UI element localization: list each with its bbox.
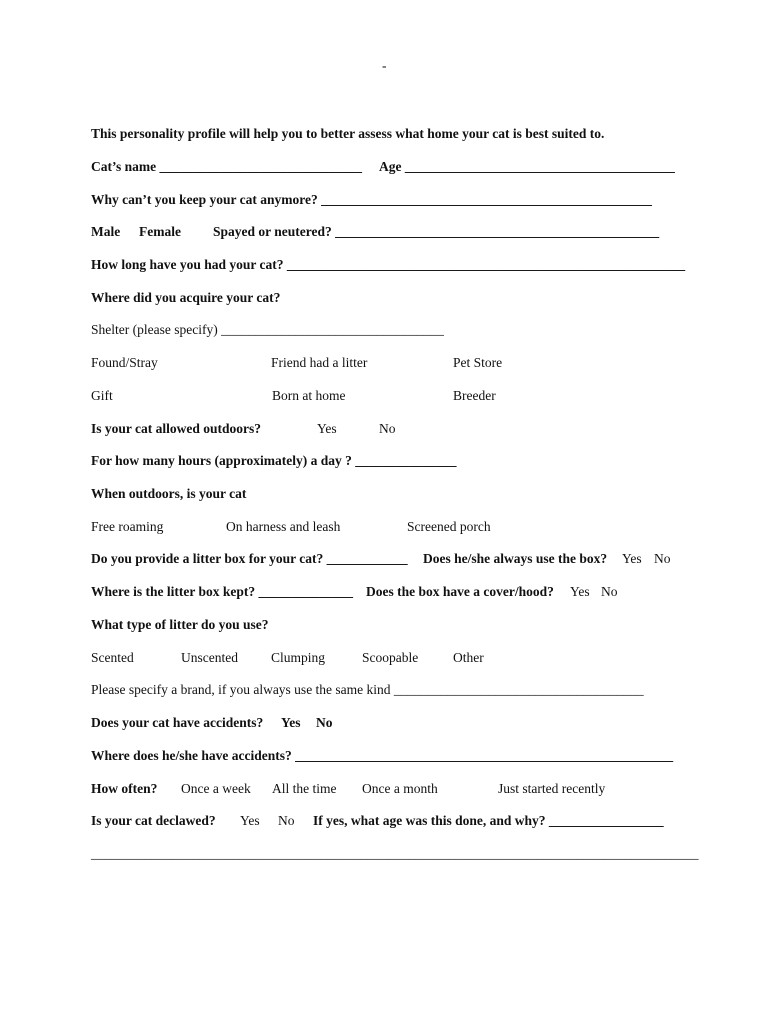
how-long-field[interactable]: How long have you had your cat? ___________________________________________________________: [91, 257, 686, 272]
option-clumping[interactable]: Clumping: [271, 650, 326, 665]
option-gift[interactable]: Gift: [91, 388, 113, 403]
when-outdoors-question: When outdoors, is your cat: [91, 486, 247, 501]
cover-yes[interactable]: Yes: [570, 584, 590, 599]
option-breeder[interactable]: Breeder: [453, 388, 496, 403]
where-accidents-field[interactable]: Where does he/she have accidents? ________________________________________________________: [91, 748, 674, 763]
option-female[interactable]: Female: [139, 224, 181, 239]
intro-text: This personality profile will help you to better assess what home your cat is best suited to.: [91, 126, 605, 141]
option-friend-litter[interactable]: Friend had a litter: [271, 355, 368, 370]
option-screened-porch[interactable]: Screened porch: [407, 519, 491, 534]
hours-field[interactable]: For how many hours (approximately) a day ? _______________: [91, 453, 457, 468]
litter-type-question: What type of litter do you use?: [91, 617, 269, 632]
accidents-question: Does your cat have accidents?: [91, 715, 264, 730]
accidents-yes[interactable]: Yes: [281, 715, 301, 730]
litter-box-field[interactable]: Do you provide a litter box for your cat? ____________: [91, 551, 408, 566]
age-field[interactable]: Age ________________________________________: [379, 159, 675, 174]
option-once-month[interactable]: Once a month: [362, 781, 438, 796]
option-harness-leash[interactable]: On harness and leash: [226, 519, 341, 534]
outdoors-question: Is your cat allowed outdoors?: [91, 421, 262, 436]
outdoors-yes[interactable]: Yes: [317, 421, 337, 436]
box-kept-field[interactable]: Where is the litter box kept? ______________: [91, 584, 353, 599]
how-often-question: How often?: [91, 781, 158, 796]
always-use-no[interactable]: No: [654, 551, 671, 566]
option-all-time[interactable]: All the time: [272, 781, 337, 796]
declawed-why-field[interactable]: If yes, what age was this done, and why? _________________: [313, 813, 664, 828]
option-other[interactable]: Other: [453, 650, 484, 665]
acquire-question: Where did you acquire your cat?: [91, 290, 281, 305]
option-scented[interactable]: Scented: [91, 650, 134, 665]
declawed-yes[interactable]: Yes: [240, 813, 260, 828]
cover-no[interactable]: No: [601, 584, 618, 599]
always-use-yes[interactable]: Yes: [622, 551, 642, 566]
header-mark: -: [382, 58, 387, 73]
option-born-home[interactable]: Born at home: [272, 388, 346, 403]
option-pet-store[interactable]: Pet Store: [453, 355, 503, 370]
option-unscented[interactable]: Unscented: [181, 650, 238, 665]
declawed-no[interactable]: No: [278, 813, 295, 828]
cover-question: Does the box have a cover/hood?: [366, 584, 554, 599]
option-free-roaming[interactable]: Free roaming: [91, 519, 164, 534]
why-field[interactable]: Why can’t you keep your cat anymore? _________________________________________________: [91, 192, 652, 207]
declawed-question: Is your cat declawed?: [91, 813, 216, 828]
brand-field[interactable]: Please specify a brand, if you always use the same kind _____________________________________: [91, 682, 644, 697]
option-once-week[interactable]: Once a week: [181, 781, 251, 796]
outdoors-no[interactable]: No: [379, 421, 396, 436]
always-use-question: Does he/she always use the box?: [423, 551, 608, 566]
spayed-field[interactable]: Spayed or neutered? ________________________________________________: [213, 224, 660, 239]
final-answer-line[interactable]: __________________________________________________________________________________________: [91, 846, 699, 861]
option-found-stray[interactable]: Found/Stray: [91, 355, 158, 370]
accidents-no[interactable]: No: [316, 715, 333, 730]
option-scoopable[interactable]: Scoopable: [362, 650, 419, 665]
option-just-started[interactable]: Just started recently: [498, 781, 606, 796]
shelter-field[interactable]: Shelter (please specify) _________________________________: [91, 322, 444, 337]
cat-name-field[interactable]: Cat’s name ______________________________: [91, 159, 362, 174]
option-male[interactable]: Male: [91, 224, 121, 239]
